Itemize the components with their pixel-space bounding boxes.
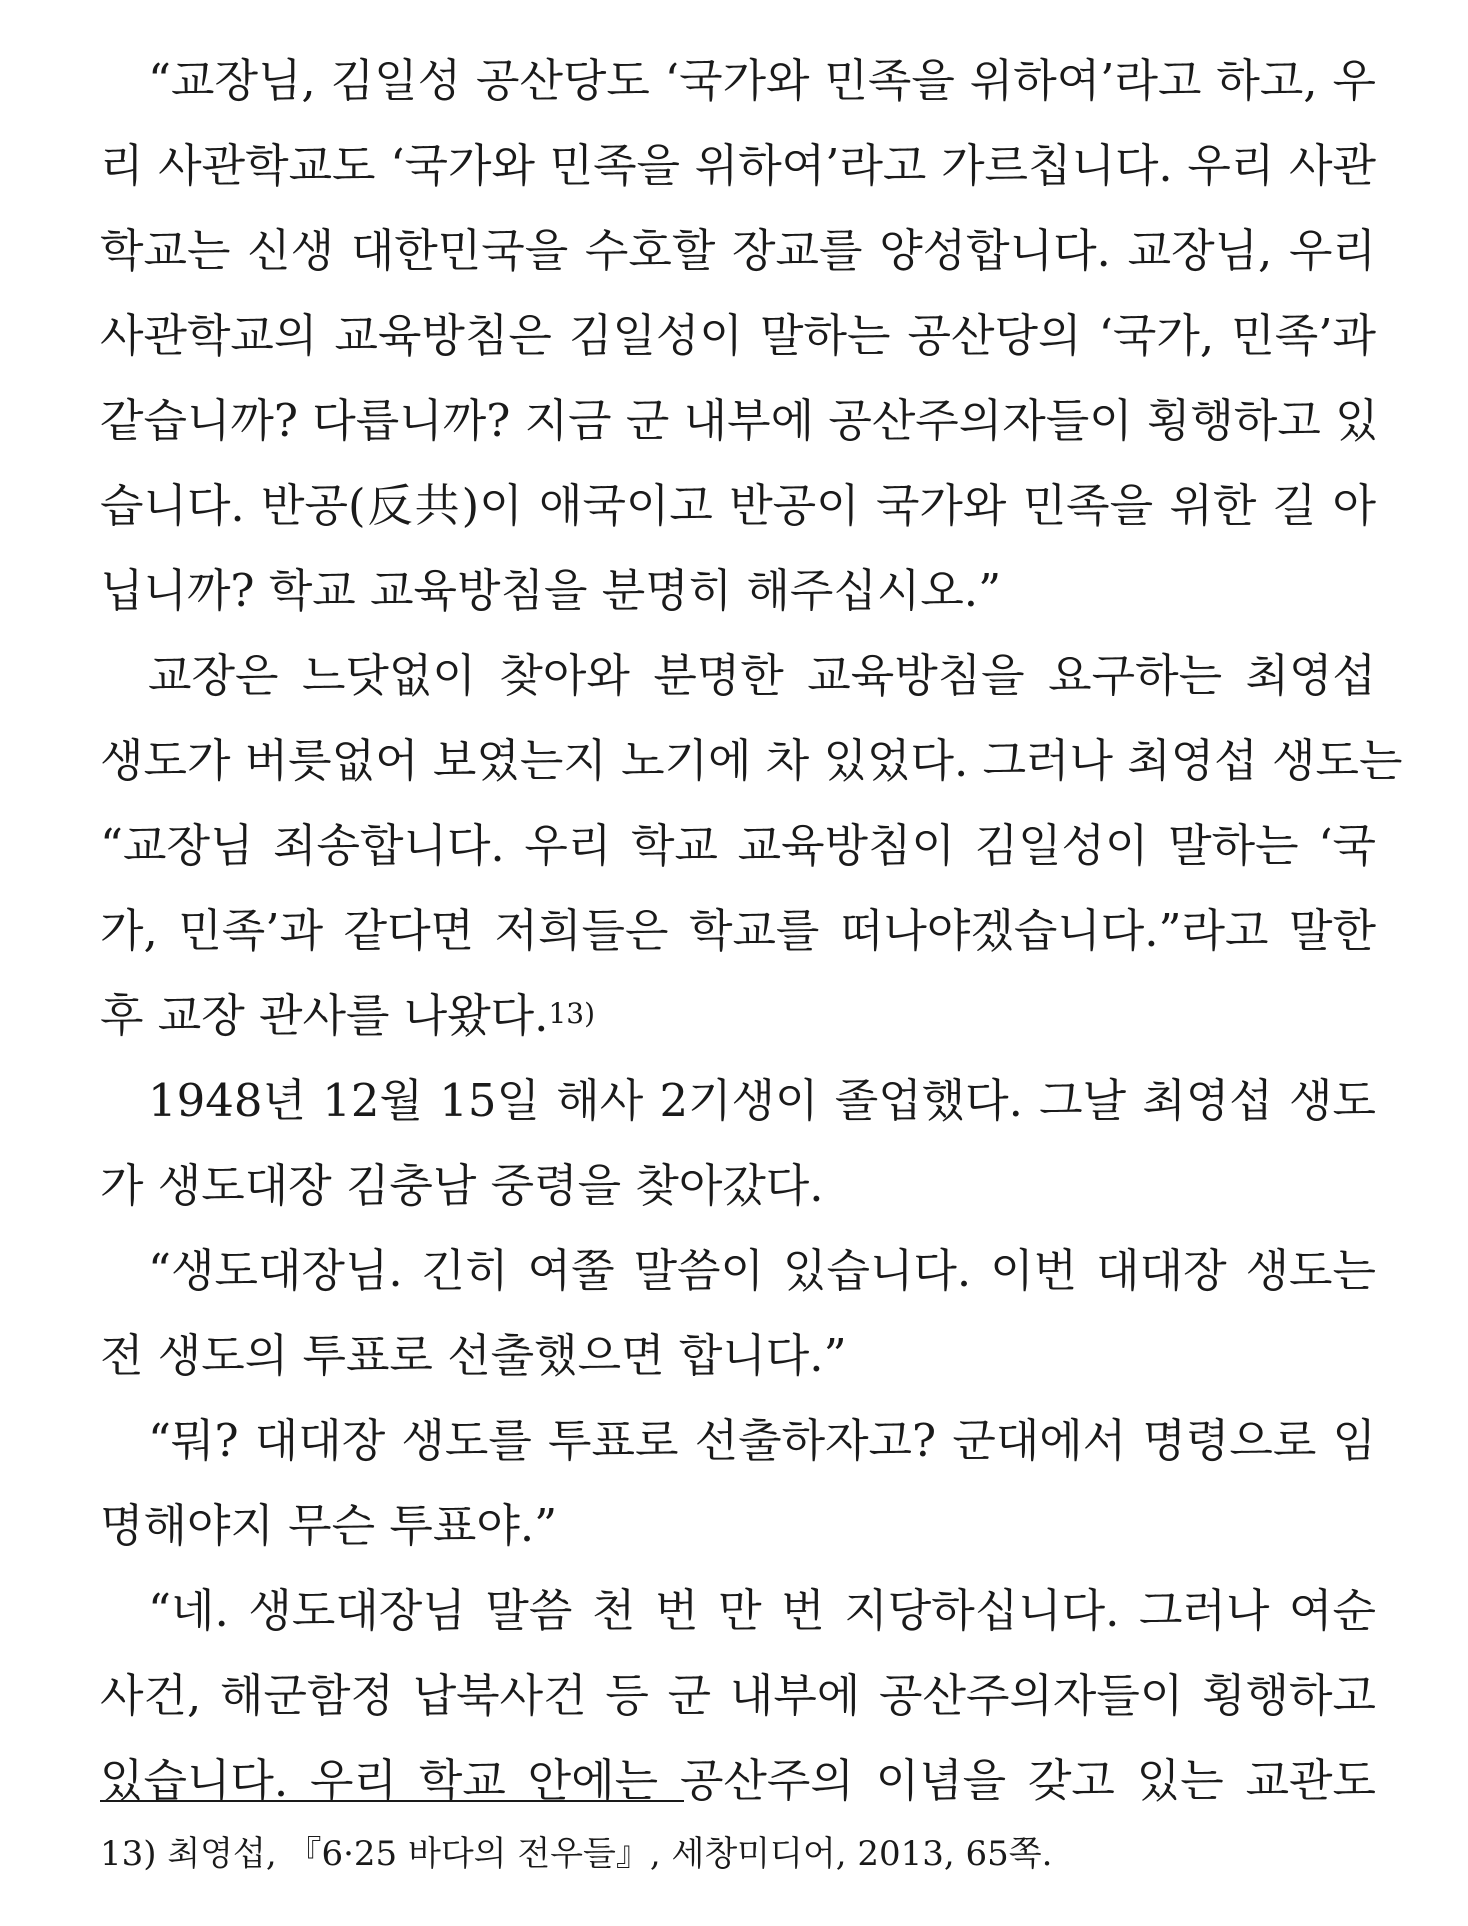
text-line: 후 교장 관사를 나왔다. [100,989,549,1042]
text-line: 닙니까? 학교 교육방침을 분명히 해주십시오.” [100,564,1002,617]
text-line: 명해야지 무슨 투표야.” [100,1499,558,1552]
footnote: 13) 최영섭, 『6·25 바다의 전우들』, 세창미디어, 2013, 65쪽. [100,1834,1053,1874]
footnote-reference[interactable]: 13) [548,997,596,1030]
text-line: 같습니까? 다릅니까? 지금 군 내부에 공산주의자들이 횡행하고 있 [100,394,1379,447]
text-line: 습니다. 반공(反共)이 애국이고 반공이 국가와 민족을 위한 길 아 [100,479,1376,532]
text-line: 있습니다. 우리 학교 안에는 공산주의 이념을 갖고 있는 교관도 [100,1754,1376,1807]
text-line: 전 생도의 투표로 선출했으면 합니다.” [100,1329,847,1382]
text-line: 생도가 버릇없어 보였는지 노기에 차 있었다. 그러나 최영섭 생도는 [100,734,1403,787]
text-line: 학교는 신생 대한민국을 수호할 장교를 양성합니다. 교장님, 우리 [100,224,1376,277]
text-line: 교장은 느닷없이 찾아와 분명한 교육방침을 요구하는 최영섭 [148,649,1376,702]
text-line: 리 사관학교도 ‘국가와 민족을 위하여’라고 가르칩니다. 우리 사관 [100,139,1376,192]
text-line: “교장님 죄송합니다. 우리 학교 교육방침이 김일성이 말하는 ‘국 [100,819,1376,872]
body-text [100,38,1403,1823]
text-line: 가 생도대장 김충남 중령을 찾아갔다. [100,1159,824,1212]
text-line: “생도대장님. 긴히 여쭐 말씀이 있습니다. 이번 대대장 생도는 [148,1244,1376,1297]
text-line: “뭐? 대대장 생도를 투표로 선출하자고? 군대에서 명령으로 임 [148,1414,1376,1467]
text-line: 1948년 12월 15일 해사 2기생이 졸업했다. 그날 최영섭 생도 [148,1074,1376,1127]
text-line: “교장님, 김일성 공산당도 ‘국가와 민족을 위하여’라고 하고, 우 [148,54,1376,107]
text-line: 가, 민족’과 같다면 저희들은 학교를 떠나야겠습니다.”라고 말한 [100,904,1376,957]
text-line-with-footnote [100,973,1376,1058]
footnote-divider [100,1800,684,1802]
text-line: 사건, 해군함정 납북사건 등 군 내부에 공산주의자들이 횡행하고 [100,1669,1376,1722]
text-line: “네. 생도대장님 말씀 천 번 만 번 지당하십니다. 그러나 여순 [148,1584,1376,1637]
text-line: 사관학교의 교육방침은 김일성이 말하는 공산당의 ‘국가, 민족’과 [100,309,1376,362]
